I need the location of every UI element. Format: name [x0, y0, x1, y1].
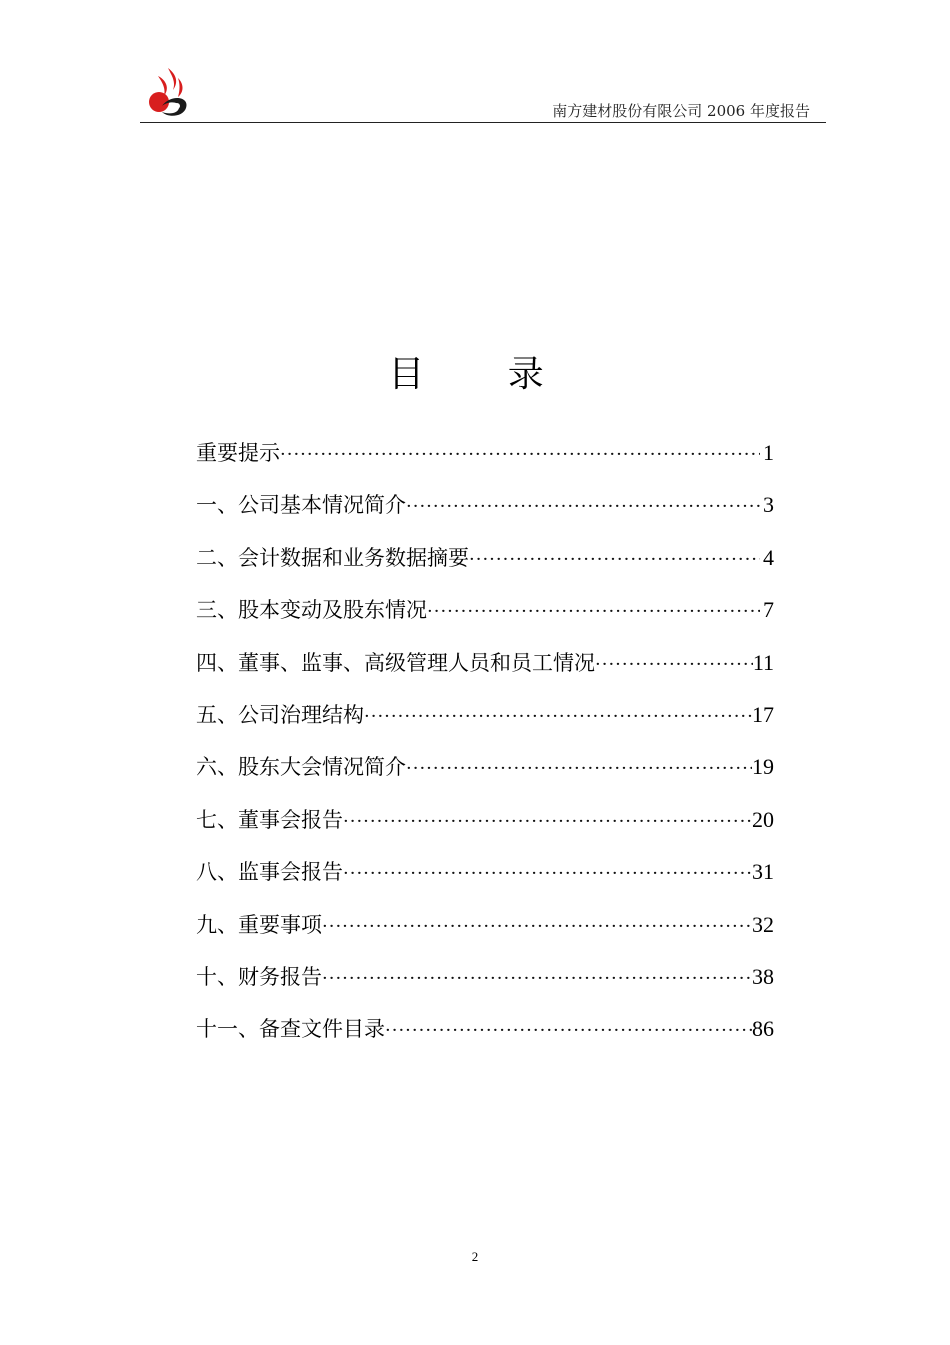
toc-entry-label: 十一、备查文件目录: [196, 1017, 385, 1042]
toc-entry-page: 38: [752, 963, 774, 989]
toc-entry-label: 三、股本变动及股东情况: [196, 598, 427, 623]
table-of-contents: [196, 437, 774, 1066]
toc-entry-governance[interactable]: [196, 699, 774, 751]
page-number: 2: [471, 1249, 479, 1264]
toc-entry-company-profile[interactable]: [196, 489, 774, 541]
toc-entry-page: 7: [763, 597, 774, 623]
toc-entry-label: 九、重要事项: [196, 912, 322, 937]
toc-entry-board-report[interactable]: [196, 804, 774, 856]
toc-entry-label: 一、公司基本情况简介: [196, 493, 406, 518]
header-divider: [140, 122, 826, 123]
toc-entry-label: 六、股东大会情况简介: [196, 755, 406, 780]
toc-entry-supervisory-report[interactable]: [196, 856, 774, 908]
toc-entry-label: 四、董事、监事、高级管理人员和员工情况: [196, 650, 595, 675]
toc-entry-page: 19: [752, 754, 774, 780]
toc-leader-dots: [280, 444, 760, 465]
toc-leader-dots: [469, 549, 760, 570]
toc-entry-important-matters[interactable]: [196, 909, 774, 961]
toc-leader-dots: [406, 496, 760, 517]
toc-entry-label: 五、公司治理结构: [196, 702, 364, 727]
toc-entry-page: 31: [752, 859, 774, 885]
toc-leader-dots: [322, 968, 752, 989]
toc-leader-dots: [595, 654, 753, 675]
toc-title: 目 录: [388, 354, 580, 395]
company-logo-icon: [146, 66, 192, 118]
toc-leader-dots: [406, 758, 752, 779]
toc-entry-label: 八、监事会报告: [196, 860, 343, 885]
toc-leader-dots: [343, 863, 752, 884]
header-title: 南方建材股份有限公司 2006 年度报告: [552, 102, 810, 120]
toc-entry-page: 86: [752, 1016, 774, 1042]
toc-leader-dots: [322, 916, 752, 937]
toc-entry-page: 4: [763, 544, 774, 570]
toc-entry-important-notice[interactable]: [196, 437, 774, 489]
toc-entry-page: 3: [763, 492, 774, 518]
toc-entry-financial-report[interactable]: [196, 961, 774, 1013]
toc-leader-dots: [343, 811, 752, 832]
toc-leader-dots: [427, 601, 760, 622]
toc-entry-page: 20: [752, 806, 774, 832]
toc-entry-directors-staff[interactable]: [196, 647, 774, 699]
toc-leader-dots: [385, 1020, 752, 1041]
toc-entry-page: 1: [763, 440, 774, 465]
toc-entry-shareholder-meeting[interactable]: [196, 751, 774, 803]
toc-entry-reference-documents[interactable]: [196, 1013, 774, 1065]
toc-entry-label: 十、财务报告: [196, 964, 322, 989]
toc-entry-label: 重要提示: [196, 441, 280, 465]
toc-entry-financial-summary[interactable]: [196, 542, 774, 594]
toc-entry-page: 11: [752, 649, 774, 675]
toc-leader-dots: [364, 706, 752, 727]
toc-entry-label: 七、董事会报告: [196, 807, 343, 832]
toc-entry-page: 32: [752, 911, 774, 937]
toc-entry-share-changes[interactable]: [196, 594, 774, 646]
toc-entry-label: 二、会计数据和业务数据摘要: [196, 545, 469, 570]
toc-entry-page: 17: [752, 701, 774, 727]
